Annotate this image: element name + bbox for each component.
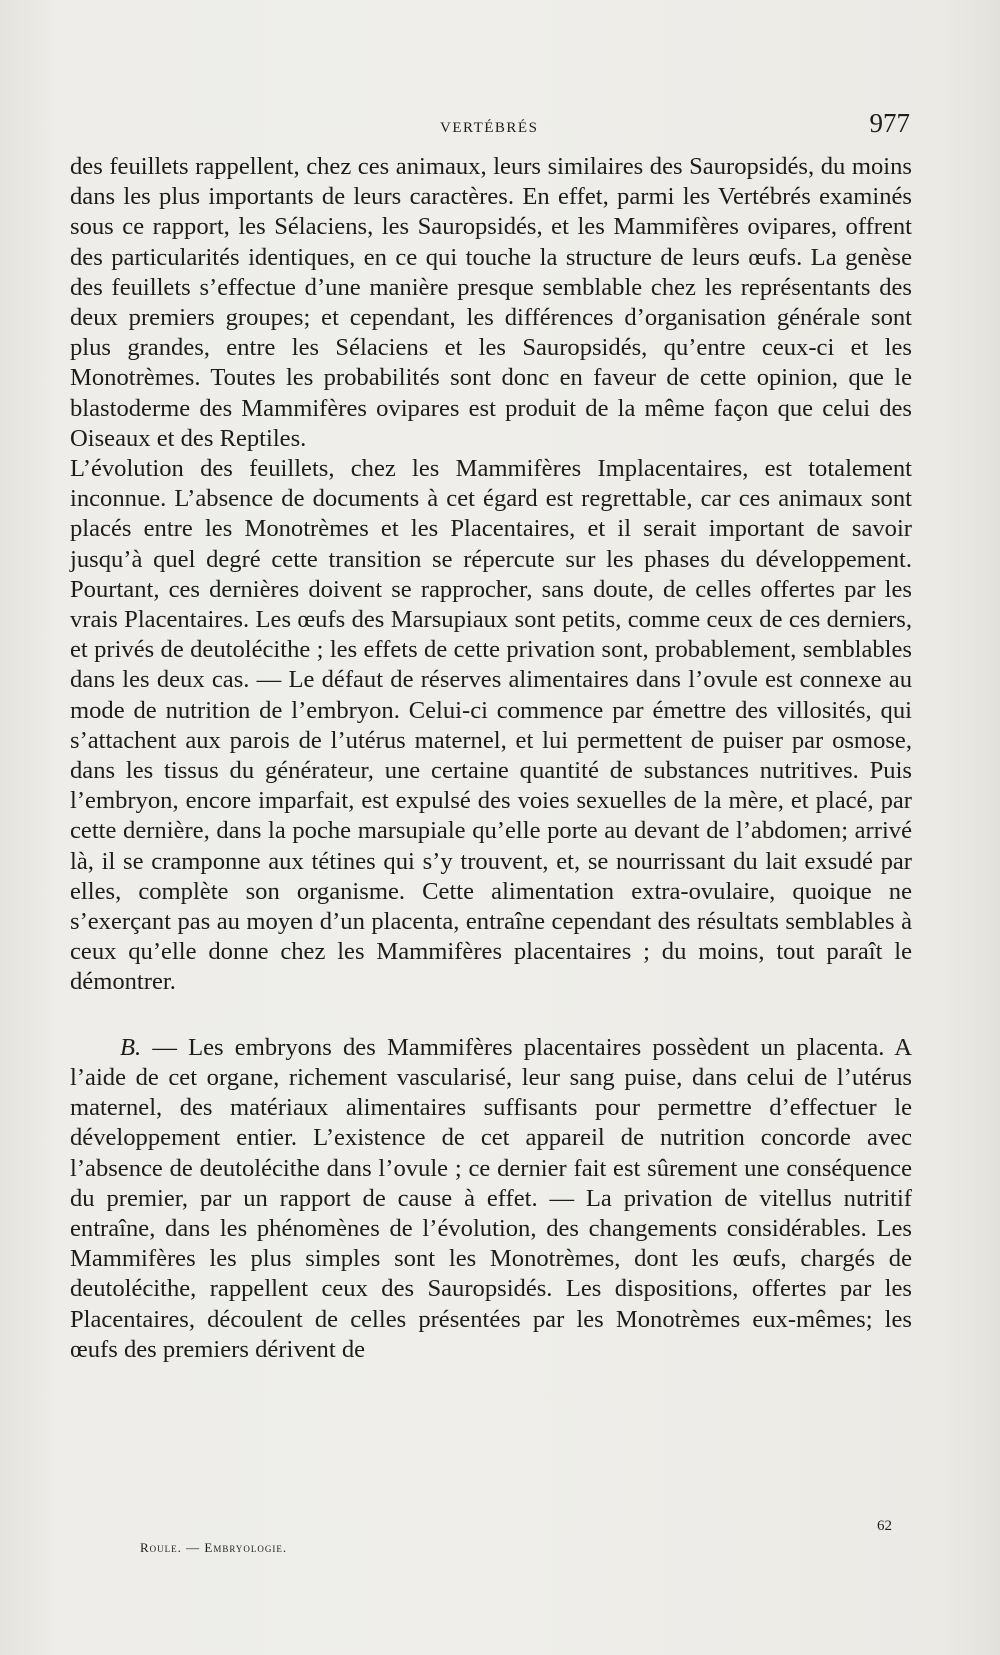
- paragraph-1: des feuillets rappellent, chez ces animaux, leurs similaires des Sauropsidés, du moins dans les plus importants de leurs caractères. En effet, parmi les Vertébrés examinés sous ce rapport, les Sélaciens, les Sauropsidés, et les Mammifères ovipares, offrent des particularités identiques, en ce qui touche la structure de leurs œufs. La genèse des feuillets s’effectue d’une manière presque semblable chez les représentants des deux premiers groupes; et cependant, les différences d’organisation générale sont plus grandes, entre les Sélaciens et les Sauropsidés, qu’entre ceux-ci et les Monotrèmes. Toutes les probabilités sont donc en faveur de cette opinion, que le blastoderme des Mammifères ovipares est produit de la même façon que celui des Oiseaux et des Reptiles.: [70, 153, 912, 452]
- page-number: 977: [869, 108, 910, 138]
- imprint-line: Roule. — Embryologie.: [140, 1540, 288, 1555]
- paragraph-2: [70, 454, 912, 998]
- paragraph-3-text: — Les embryons des Mammifères placentaires possèdent un placenta. A l’aide de cet organe, richement vascularisé, leur sang puise, dans celui de l’utérus maternel, des matériaux alimentaires suffisants pour permettre d’effectuer le développement entier. L’existence de cet appareil de nutrition concorde avec l’absence de deutolécithe dans l’ovule ; ce dernier fait est sûrement une conséquence du premier, par un rapport de cause à effet. — La privation de vitellus nutritif entraîne, dans les phénomènes de l’évolution, des changements considérables. Les Mammifères les plus simples sont les Monotrèmes, dont les œufs, chargés de deutolécithe, rappellent ceux des Sauropsidés. Les dispositions, offertes par les Placentaires, découlent de celles présentées par les Monotrèmes eux-mêmes; les œufs des premiers dérivent de: [70, 1033, 912, 1363]
- section-label: B.: [120, 1033, 142, 1061]
- running-head: VERTÉBRÉS: [440, 120, 539, 136]
- page-footer: [70, 1518, 912, 1558]
- body-text: [70, 152, 912, 1365]
- page-header: [70, 100, 910, 150]
- signature-mark: 62: [877, 1518, 892, 1534]
- paragraph-2-text: L’évolution des feuillets, chez les Mammifères Implacentaires, est totalement inconnue. L’absence de documents à cet égard est regrettable, car ces animaux sont placés entre les Monotrèmes et les Placentaires, et il serait important de savoir jusqu’à quel degré cette transition se répercute sur les phases du développement. Pourtant, ces dernières doivent se rapprocher, sans doute, de celles offertes par les vrais Placentaires. Les œufs des Marsupiaux sont petits, comme ceux de ces derniers, et privés de deutolécithe ; les effets de cette privation sont, probablement, semblables dans les deux cas. — Le défaut de réserves alimentaires dans l’ovule est connexe au mode de nutrition de l’embryon. Celui-ci commence par émettre des villosités, qui s’attachent aux parois de l’utérus maternel, et lui permettent de puiser par osmose, dans les tissus du générateur, une certaine quantité de substances nutritives. Puis l’embryon, encore imparfait, est expulsé des voies sexuelles de la mère, et placé, par cette dernière, dans la poche marsupiale qu’elle porte au devant de l’abdomen; arrivé là, il se cramponne aux tétines qui s’y trouvent, et, se nourrissant du lait exsudé par elles, complète son organisme. Cette alimentation extra-ovulaire, quoique ne s’exerçant pas au moyen d’un placenta, entraîne cependant des résultats semblables à ceux qu’elle donne chez les Mammifères placentaires ; du moins, tout paraît le démontrer.: [70, 455, 912, 996]
- paragraph-3: [70, 1033, 912, 1365]
